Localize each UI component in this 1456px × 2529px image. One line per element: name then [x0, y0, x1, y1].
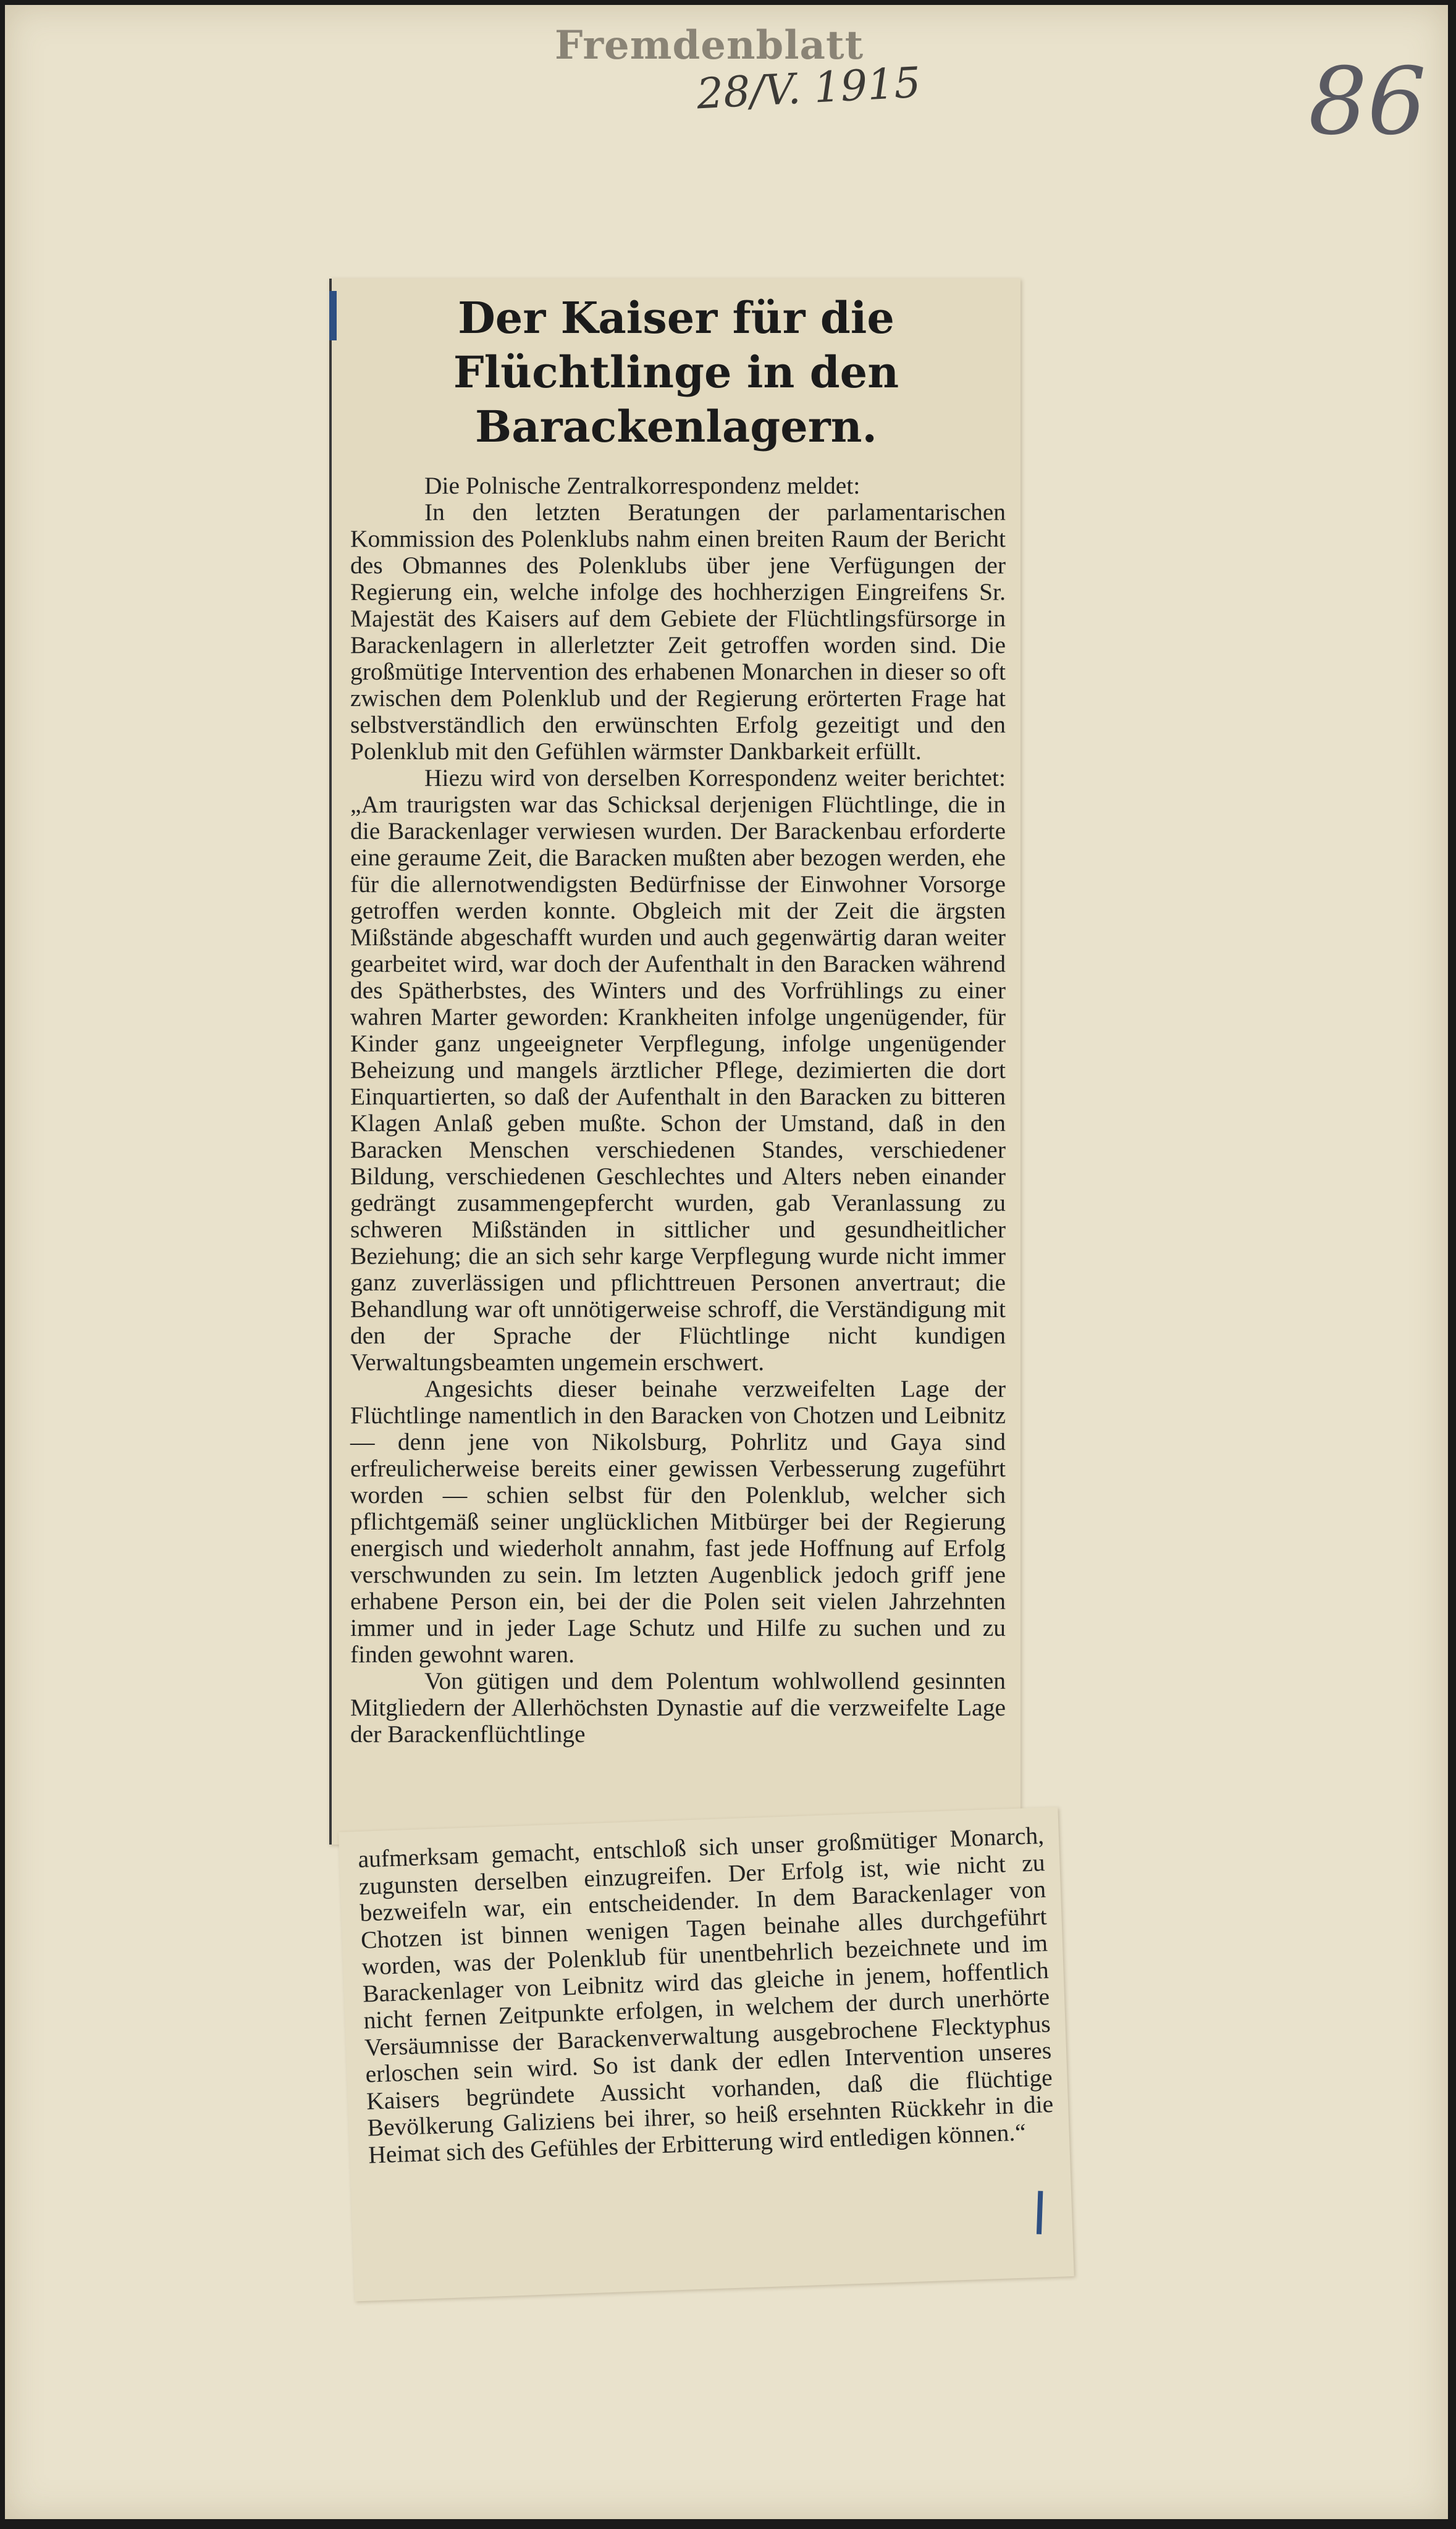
- article-paragraph: Die Polnische Zentralkorrespondenz meldet:: [424, 472, 861, 499]
- newspaper-clipping-main: [329, 279, 1020, 1845]
- article-paragraph: Hiezu wird von derselben Korrespondenz weiter berichtet: „Am traurigsten war das Schicksal derjenigen Flüchtlinge, die in die Barackenlager verwiesen wurden. Der Barackenbau erforderte eine geraume Zeit, die Baracken mußten aber bezogen werden, ehe für die allernotwendigsten Bedürfnisse der Einwohner Vorsorge getroffen werden konnte. Obgleich mit der Zeit die ärgsten Mißstände abgeschafft wurden und auch gegenwärtig daran weiter gearbeitet wird, war doch der Aufenthalt in den Baracken während des Spätherbstes, des Winters und des Vorfrühlings zu einer wahren Marter geworden: Krankheiten infolge ungenügender, für Kinder ganz ungeeigneter Verpflegung, infolge ungenügender Beheizung und mangels ärztlicher Pflege, dezimierten die dort Einquartierten, so daß der Aufenthalt in den Baracken zu bitteren Klagen Anlaß geben mußte. Schon der Umstand, daß in den Baracken Menschen verschiedenen Standes, verschiedener Bildung, verschiedenen Geschlechtes und Alters neben einander gedrängt zusammengepfercht wurden, gab Veranlassung zu schweren Mißständen in sittlicher und gesundheitlicher Beziehung; die an sich sehr karge Verpflegung wurde nicht immer ganz zuverlässigen und pflichttreuen Personen anvertraut; die Behandlung war oft unnötigerweise schroff, die Verständigung mit den der Sprache der Flüchtlinge nicht kundigen Verwaltungsbeamten ungemein erschwert.: [350, 764, 1006, 1376]
- article-continuation-body: [339, 1807, 1069, 2169]
- article-paragraph: Angesichts dieser beinahe verzweifelten Lage der Flüchtlinge namentlich in den Baracken von Chotzen und Leibnitz — denn jene von Nikolsburg, Pohrlitz und Gaya sind erfreulicherweise bereits einer gewissen Verbesserung zugeführt worden — schien selbst für den Polenklub, welcher sich pflichtgemäß seiner unglücklichen Mitbürger bei der Regierung energisch und wiederholt annahm, fast jede Hoffnung auf Erfolg verschwunden zu sein. Im letzten Augenblick jedoch griff jene erhabene Person ein, bei der die Polen seit vielen Jahrzehnten immer und in jeder Lage Schutz und Hilfe zu suchen und zu finden gewohnt waren.: [350, 1375, 1006, 1668]
- blue-pencil-mark: [1037, 2191, 1043, 2234]
- folio-number: 86: [1308, 48, 1426, 156]
- blue-margin-mark: [329, 291, 337, 340]
- archive-sheet: [5, 5, 1448, 2519]
- article-body: [332, 473, 1020, 1748]
- article-continuation-text: aufmerksam gemacht, entschloß sich unser großmütiger Monarch, zugunsten derselben einzugreifen. Der Erfolg ist, wie nicht zu bezweifeln war, ein entscheidender. In dem Barackenlager von Chotzen ist binnen wenigen Tagen beinahe alles durchgeführt worden, was der Polenklub für unentbehrlich bezeichnete und im Barackenlager von Leibnitz wird das gleiche in jenem, hoffentlich nicht fernen Zeitpunkte erfolgen, in welchem der durch unerhörte Versäumnisse der Barackenverwaltung ausgebrochene Flecktyphus erloschen sein wird. So ist dank der edlen Intervention unseres Kaisers begründete Aussicht vorhanden, daß die flüchtige Bevölkerung Galiziens bei ihrer, so heiß ersehnten Rückkehr in die Heimat sich des Gefühles der Erbitterung wird entledigen können.“: [357, 1822, 1054, 2169]
- handwritten-date: 28/V. 1915: [695, 58, 922, 119]
- newspaper-name-stamp: Fremdenblatt: [555, 22, 864, 69]
- article-paragraph: Von gütigen und dem Polentum wohlwollend gesinnten Mitgliedern der Allerhöchsten Dynastie auf die verzweifelte Lage der Barackenflüchtlinge: [350, 1667, 1006, 1748]
- newspaper-clipping-continuation: [339, 1807, 1074, 2301]
- article-headline: Der Kaiser für die Flüchtlinge in den Barackenlagern.: [453, 292, 899, 452]
- article-paragraph: In den letzten Beratungen der parlamentarischen Kommission des Polenklubs nahm einen breiten Raum der Bericht des Obmannes des Polenklubs über jene Verfügungen der Regierung ein, welche infolge des hochherzigen Eingreifens Sr. Majestät des Kaisers auf dem Gebiete der Flüchtlingsfürsorge in Barackenlagern in allerletzter Zeit getroffen worden sind. Die großmütige Intervention des erhabenen Monarchen in dieser so oft zwischen dem Polenklub und der Regierung erörterten Frage hat selbstverständlich den erwünschten Erfolg gezeitigt und den Polenklub mit den Gefühlen wärmster Dankbarkeit erfüllt.: [350, 499, 1006, 765]
